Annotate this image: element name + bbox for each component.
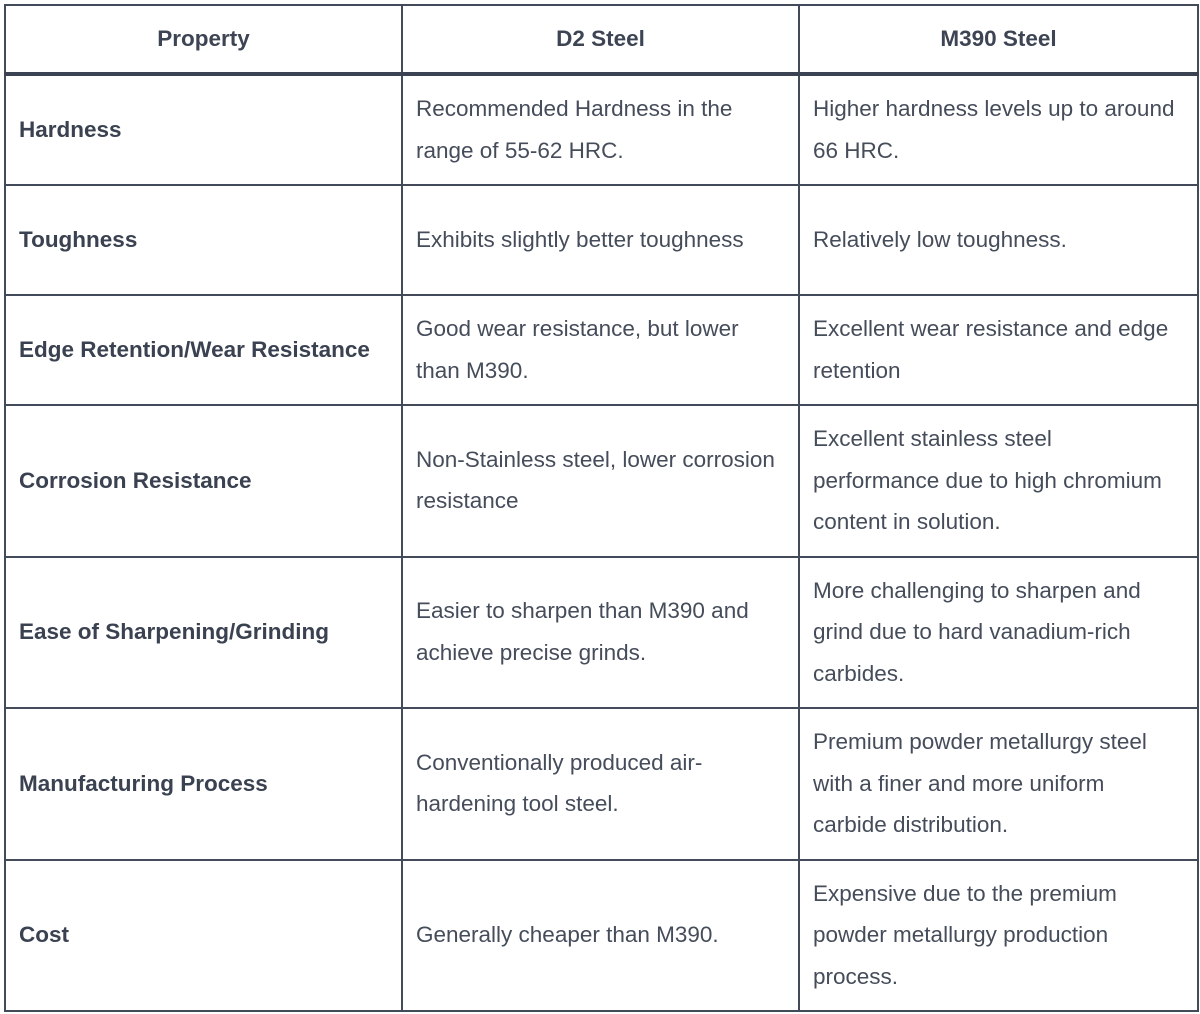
property-cell: Edge Retention/Wear Resistance <box>5 295 402 405</box>
m390-cell: Relatively low toughness. <box>799 185 1198 295</box>
steel-comparison-table <box>4 4 1199 1012</box>
table-row <box>5 557 1198 709</box>
header-m390-steel: M390 Steel <box>799 5 1198 74</box>
header-property: Property <box>5 5 402 74</box>
m390-cell: More challenging to sharpen and grind due to hard vanadium-rich carbides. <box>799 557 1198 709</box>
property-cell: Hardness <box>5 74 402 185</box>
d2-cell: Generally cheaper than M390. <box>402 860 799 1012</box>
comparison-table-container <box>4 4 1199 1012</box>
d2-cell: Easier to sharpen than M390 and achieve precise grinds. <box>402 557 799 709</box>
table-row <box>5 860 1198 1012</box>
d2-cell: Recommended Hardness in the range of 55-62 HRC. <box>402 74 799 185</box>
d2-cell: Non-Stainless steel, lower corrosion resistance <box>402 405 799 557</box>
table-row <box>5 74 1198 185</box>
m390-cell: Expensive due to the premium powder metallurgy production process. <box>799 860 1198 1012</box>
property-cell: Cost <box>5 860 402 1012</box>
d2-cell: Conventionally produced air-hardening tool steel. <box>402 708 799 860</box>
table-row <box>5 185 1198 295</box>
property-cell: Manufacturing Process <box>5 708 402 860</box>
m390-cell: Excellent wear resistance and edge retention <box>799 295 1198 405</box>
m390-cell: Premium powder metallurgy steel with a finer and more uniform carbide distribution. <box>799 708 1198 860</box>
header-row <box>5 5 1198 74</box>
table-body <box>5 74 1198 1011</box>
table-row <box>5 405 1198 557</box>
property-cell: Toughness <box>5 185 402 295</box>
property-cell: Ease of Sharpening/Grinding <box>5 557 402 709</box>
d2-cell: Good wear resistance, but lower than M390. <box>402 295 799 405</box>
table-row <box>5 295 1198 405</box>
m390-cell: Excellent stainless steel performance due to high chromium content in solution. <box>799 405 1198 557</box>
m390-cell: Higher hardness levels up to around 66 HRC. <box>799 74 1198 185</box>
property-cell: Corrosion Resistance <box>5 405 402 557</box>
table-header <box>5 5 1198 74</box>
d2-cell: Exhibits slightly better toughness <box>402 185 799 295</box>
header-d2-steel: D2 Steel <box>402 5 799 74</box>
table-row <box>5 708 1198 860</box>
